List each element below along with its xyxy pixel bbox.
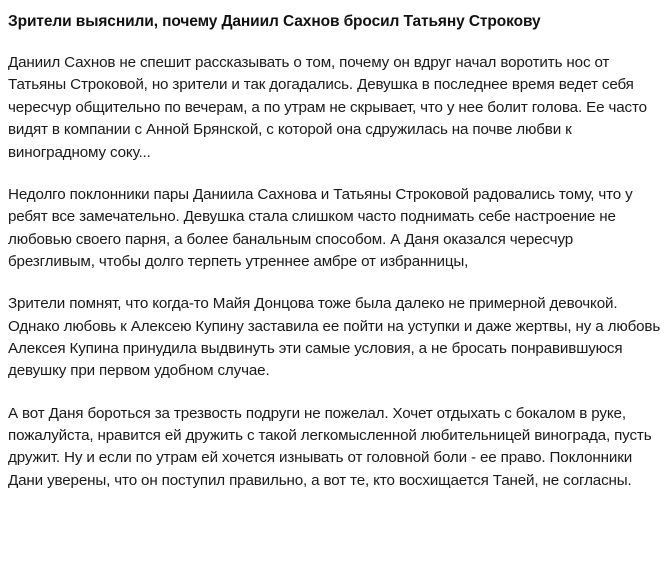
page-title: Зрители выяснили, почему Даниил Сахнов бросил Татьяну Строкову	[8, 13, 541, 30]
article-paragraph-1: Даниил Сахнов не спешит рассказывать о том, почему он вдруг начал воротить нос от Татьяны Строковой, но зрители и так догадались. Девушка в последнее время ведет себя чересчур общительно по вечерам, а по утрам не скрывает, что у нее болит голова. Ее часто видят в компании с Анной Брянской, с которой она сдружилась на почве любви к виноградному соку...	[8, 54, 647, 161]
article-paragraph-3: Зрители помнят, что когда-то Майя Донцова тоже была далеко не примерной девочкой. Однако любовь к Алексею Купину заставила ее пойти на уступки и даже жертвы, ну а любовь Алексея Купина принудила выдвинуть эти самые условия, а не бросать понравившуюся девушку при первом удобном случае.	[8, 295, 661, 380]
article-paragraph-2: Недолго поклонники пары Даниила Сахнова и Татьяны Строковой радовались тому, что у ребят все замечательно. Девушка стала слишком часто поднимать себе настроение не любовью своего парня, а более банальным способом. А Даня оказался чересчур брезгливым, чтобы долго терпеть утреннее амбре от избранницы,	[8, 185, 633, 270]
article-paragraph-4: А вот Даня бороться за трезвость подруги не пожелал. Хочет отдыхать с бокалом в руке, пожалуйста, нравится ей дружить с такой легкомысленной любительницей винограда, пусть дружит. Ну и если по утрам ей хочется изнывать от головной боли - ее право. Поклонники Дани уверены, что он поступил правильно, а вот те, кто восхищается Таней, не согласны.	[8, 404, 652, 489]
